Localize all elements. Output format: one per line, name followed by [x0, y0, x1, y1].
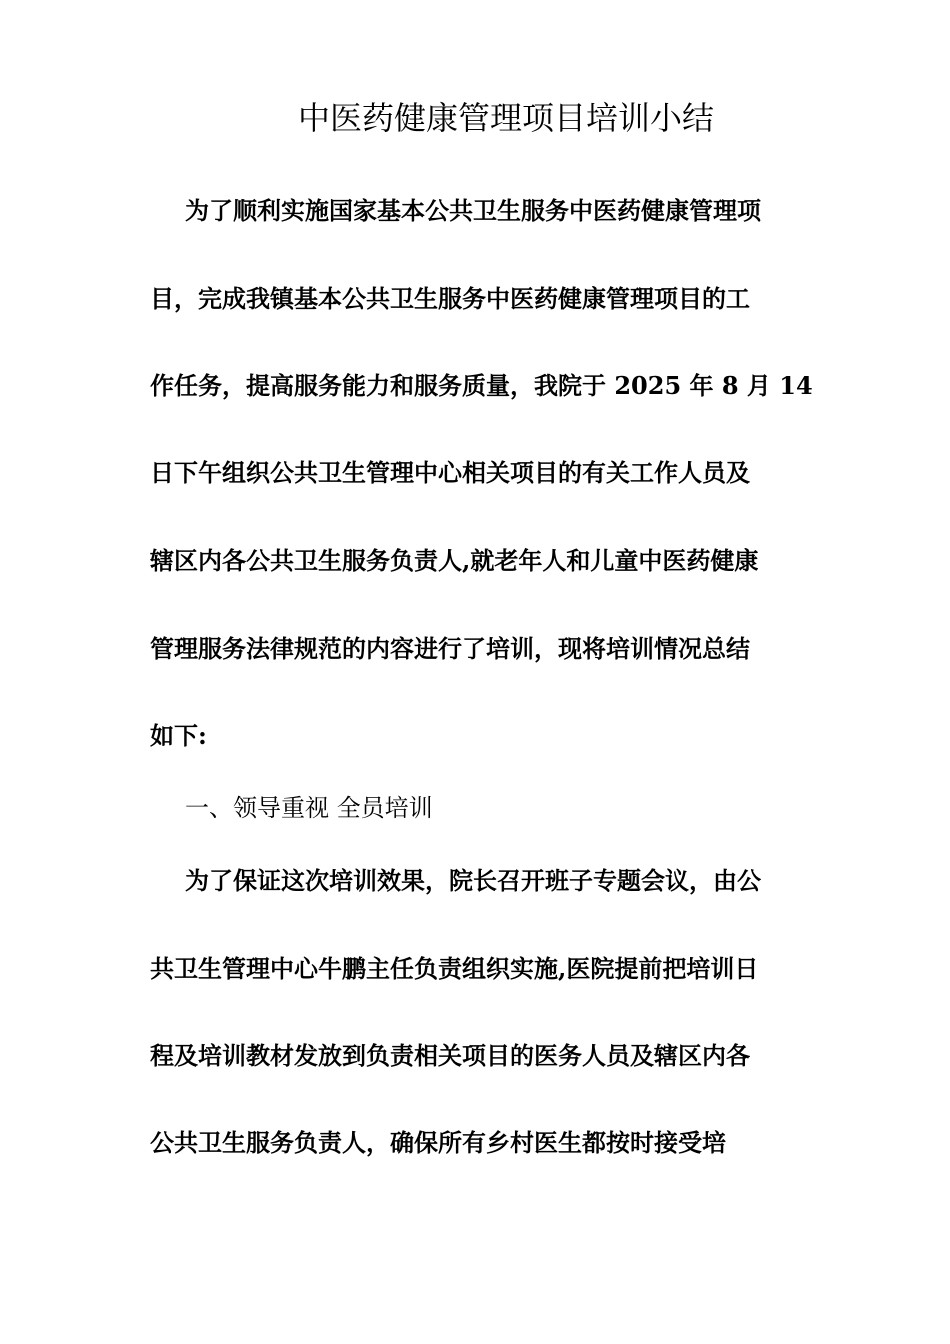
paragraph-line: 作任务，提高服务能力和服务质量，我院于 2025 年 8 月 14: [150, 371, 813, 400]
paragraph-line: 程及培训教材发放到负责相关项目的医务人员及辖区内各: [150, 1041, 750, 1070]
paragraph-line: 为了保证这次培训效果，院长召开班子专题会议，由公: [185, 866, 761, 895]
section-heading: 一、领导重视 全员培训: [185, 794, 433, 822]
paragraph-line: 目，完成我镇基本公共卫生服务中医药健康管理项目的工: [150, 284, 750, 313]
paragraph-line: 如下:: [150, 721, 207, 750]
paragraph-line: 为了顺利实施国家基本公共卫生服务中医药健康管理项: [185, 196, 761, 225]
paragraph-line: 辖区内各公共卫生服务负责人,就老年人和儿童中医药健康: [150, 546, 759, 575]
paragraph-line: 公共卫生服务负责人，确保所有乡村医生都按时接受培: [150, 1128, 726, 1157]
paragraph-line: 日下午组织公共卫生管理中心相关项目的有关工作人员及: [150, 458, 750, 487]
paragraph-line: 共卫生管理中心牛鹏主任负责组织实施,医院提前把培训日: [150, 954, 759, 983]
document-title: 中医药健康管理项目培训小结: [298, 99, 715, 137]
paragraph-line: 管理服务法律规范的内容进行了培训，现将培训情况总结: [150, 634, 750, 663]
